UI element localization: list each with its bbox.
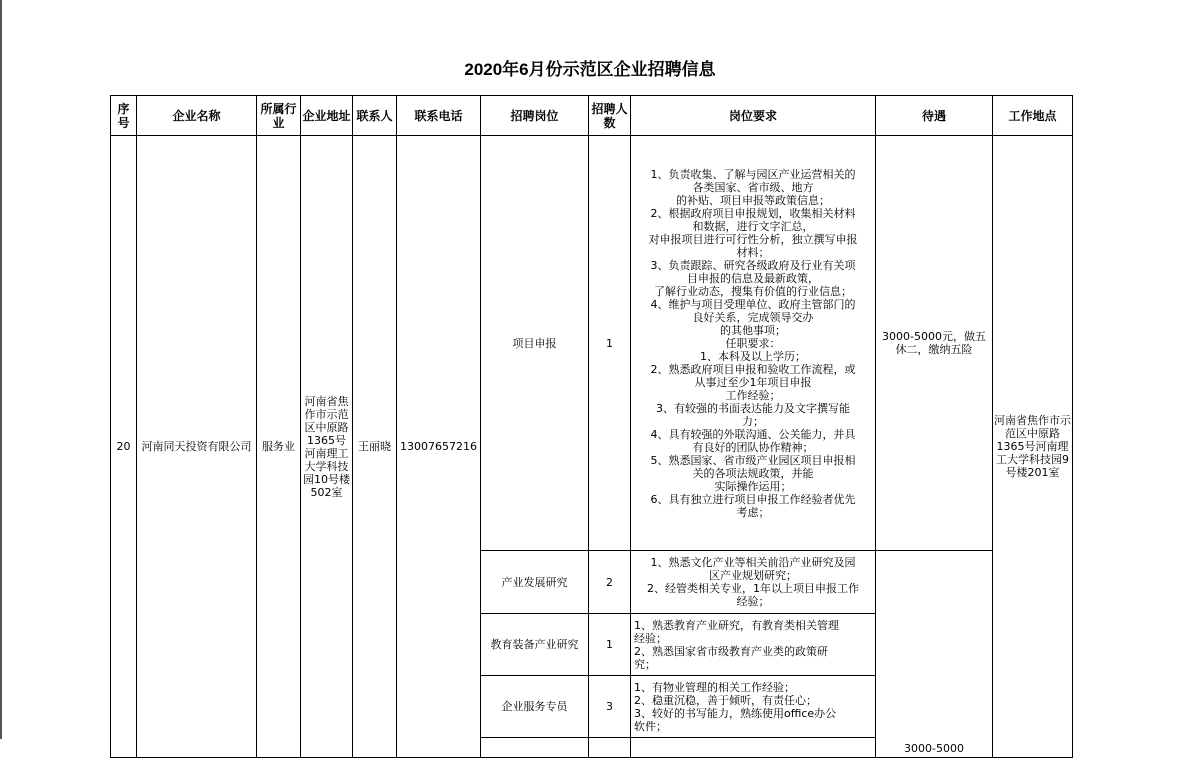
company-seq: 20 — [111, 136, 137, 758]
job-position: 企业服务专员 — [481, 676, 589, 738]
table-row — [111, 136, 1073, 551]
job-count: 2 — [589, 551, 631, 614]
job-requirements: 1、有物业管理的相关工作经验； 2、稳重沉稳，善于倾听，有责任心； 3、较好的书写能力，熟练使用office办公 软件； — [631, 676, 876, 738]
company-contact: 王丽晓 — [353, 136, 397, 758]
company-address: 河南省焦作市示范区中原路1365号河南理工大学科技园10号楼502室 — [301, 136, 353, 758]
company-industry: 服务业 — [257, 136, 301, 758]
job-position: 教育装备产业研究 — [481, 614, 589, 676]
recruitment-table — [110, 95, 1073, 758]
header-salary: 待遇 — [876, 96, 993, 136]
job-count: 3 — [589, 676, 631, 738]
job-requirements: 1、负责收集、了解与园区产业运营相关的 各类国家、省市级、地方 的补贴、项目申报等政策信息； 2、根据政府项目申报规划，收集相关材料 和数据，进行文字汇总， 对申报项目进行可行性分析，独立撰写申报 材料； 3、负责跟踪、研究各级政府及行业有关项 目申报的信息及最新政策， 了解行业动态，搜集有价值的行业信息； 4、维护与项目受理单位、政府主管部门的 良好关系，完成领导交办 的其他事项； 任职要求： 1、本科及以上学历； 2、熟悉政府项目申报和验收工作流程，或 从事过至少1年项目申报 工作经验； 3、有较强的书面表达能力及文字撰写能 力； 4、具有较强的外联沟通、公关能力，并具 有良好的团队协作精神； 5、熟悉国家、省市级产业园区项目申报相 关的各项法规政策，并能 实际操作运用； 6、具有独立进行项目申报工作经验者优先 考虑； — [631, 136, 876, 551]
header-seq: 序号 — [111, 96, 137, 136]
empty-cell — [631, 738, 876, 758]
company-location: 河南省焦作市示范区中原路1365号河南理工大学科技园9号楼201室 — [993, 136, 1073, 758]
job-count: 1 — [589, 136, 631, 551]
company-phone: 13007657216 — [397, 136, 481, 758]
header-location: 工作地点 — [993, 96, 1073, 136]
job-requirements: 1、熟悉教育产业研究，有教育类相关管理 经验； 2、熟悉国家省市级教育产业类的政策研 究； — [631, 614, 876, 676]
header-industry: 所属行业 — [257, 96, 301, 136]
job-salary: 3000-5000元，做五休二，缴纳五险 — [876, 136, 993, 551]
header-row — [111, 96, 1073, 136]
header-position: 招聘岗位 — [481, 96, 589, 136]
job-position: 项目申报 — [481, 136, 589, 551]
header-phone: 联系电话 — [397, 96, 481, 136]
header-address: 企业地址 — [301, 96, 353, 136]
job-position: 产业发展研究 — [481, 551, 589, 614]
header-company: 企业名称 — [137, 96, 257, 136]
header-count: 招聘人数 — [589, 96, 631, 136]
empty-cell — [589, 738, 631, 758]
company-name: 河南同天投资有限公司 — [137, 136, 257, 758]
job-requirements: 1、熟悉文化产业等相关前沿产业研究及园 区产业规划研究； 2、经管类相关专业，1年以上项目申报工作 经验； — [631, 551, 876, 614]
job-salary: 3000-5000 — [876, 551, 993, 758]
left-border — [0, 0, 2, 739]
page-title: 2020年6月份示范区企业招聘信息 — [464, 60, 716, 79]
header-contact: 联系人 — [353, 96, 397, 136]
header-requirements: 岗位要求 — [631, 96, 876, 136]
job-count: 1 — [589, 614, 631, 676]
empty-cell — [481, 738, 589, 758]
